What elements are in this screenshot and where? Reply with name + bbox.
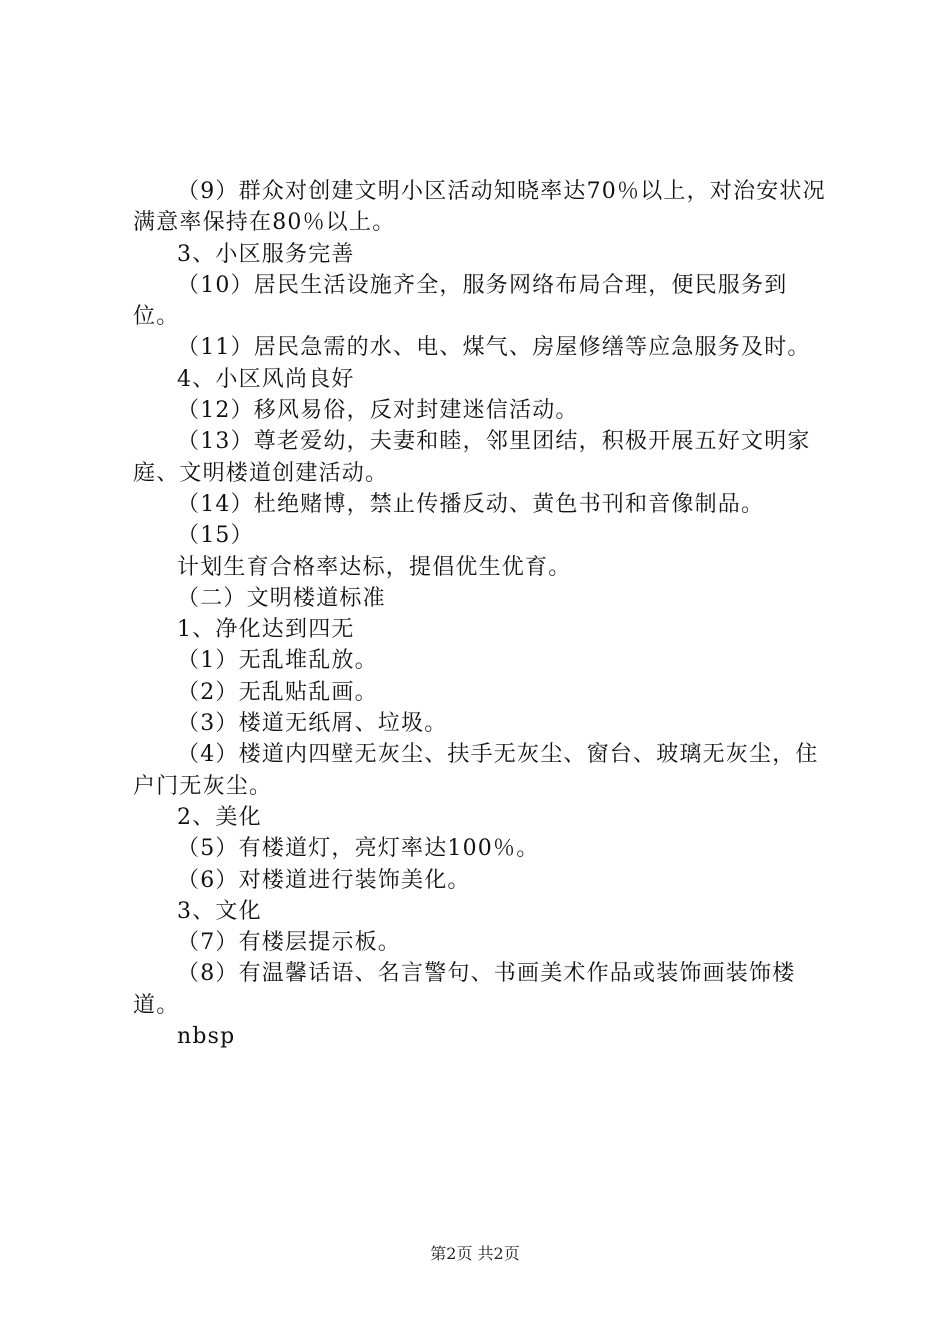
paragraph: （12）移风易俗，反对封建迷信活动。 bbox=[177, 398, 579, 424]
section-heading: 3、小区服务完善 bbox=[177, 241, 355, 267]
paragraph: （10）居民生活设施齐全，服务网络布局合理，便民服务到位。 bbox=[133, 272, 788, 330]
paragraph: （9）群众对创建文明小区活动知晓率达70％以上，对治安状况满意率保持在80％以上。 bbox=[133, 179, 826, 236]
section-heading: 4、小区风尚良好 bbox=[177, 366, 355, 392]
paragraph: 计划生育合格率达标，提倡优生优育。 bbox=[177, 554, 572, 580]
paragraph: （3）楼道无纸屑、垃圾。 bbox=[177, 711, 448, 737]
paragraph: （1）无乱堆乱放。 bbox=[177, 648, 378, 674]
paragraph: （6）对楼道进行装饰美化。 bbox=[177, 867, 471, 893]
document-body bbox=[133, 176, 833, 1052]
paragraph: （7）有楼层提示板。 bbox=[177, 930, 401, 956]
page-number-label: 第2页 共2页 bbox=[430, 1244, 520, 1263]
paragraph: （2）无乱贴乱画。 bbox=[177, 679, 378, 705]
section-heading: 3、文化 bbox=[177, 898, 262, 924]
paragraph: nbsp bbox=[177, 1024, 236, 1050]
paragraph: （5）有楼道灯，亮灯率达100％。 bbox=[177, 836, 540, 862]
paragraph: （15） bbox=[177, 523, 254, 549]
section-heading: 1、净化达到四无 bbox=[177, 617, 355, 643]
paragraph: （13）尊老爱幼，夫妻和睦，邻里团结，积极开展五好文明家庭、文明楼道创建活动。 bbox=[133, 429, 811, 486]
page-footer bbox=[0, 1243, 950, 1265]
paragraph: （4）楼道内四壁无灰尘、扶手无灰尘、窗台、玻璃无灰尘，住户门无灰尘。 bbox=[133, 742, 819, 799]
section-heading: 2、美化 bbox=[177, 804, 262, 830]
section-heading: （二）文明楼道标准 bbox=[177, 585, 386, 611]
paragraph: （8）有温馨话语、名言警句、书画美术作品或装饰画装饰楼道。 bbox=[133, 961, 796, 1018]
paragraph: （14）杜绝赌博，禁止传播反动、黄色书刊和音像制品。 bbox=[177, 491, 765, 517]
paragraph: （11）居民急需的水、电、煤气、房屋修缮等应急服务及时。 bbox=[177, 335, 811, 361]
